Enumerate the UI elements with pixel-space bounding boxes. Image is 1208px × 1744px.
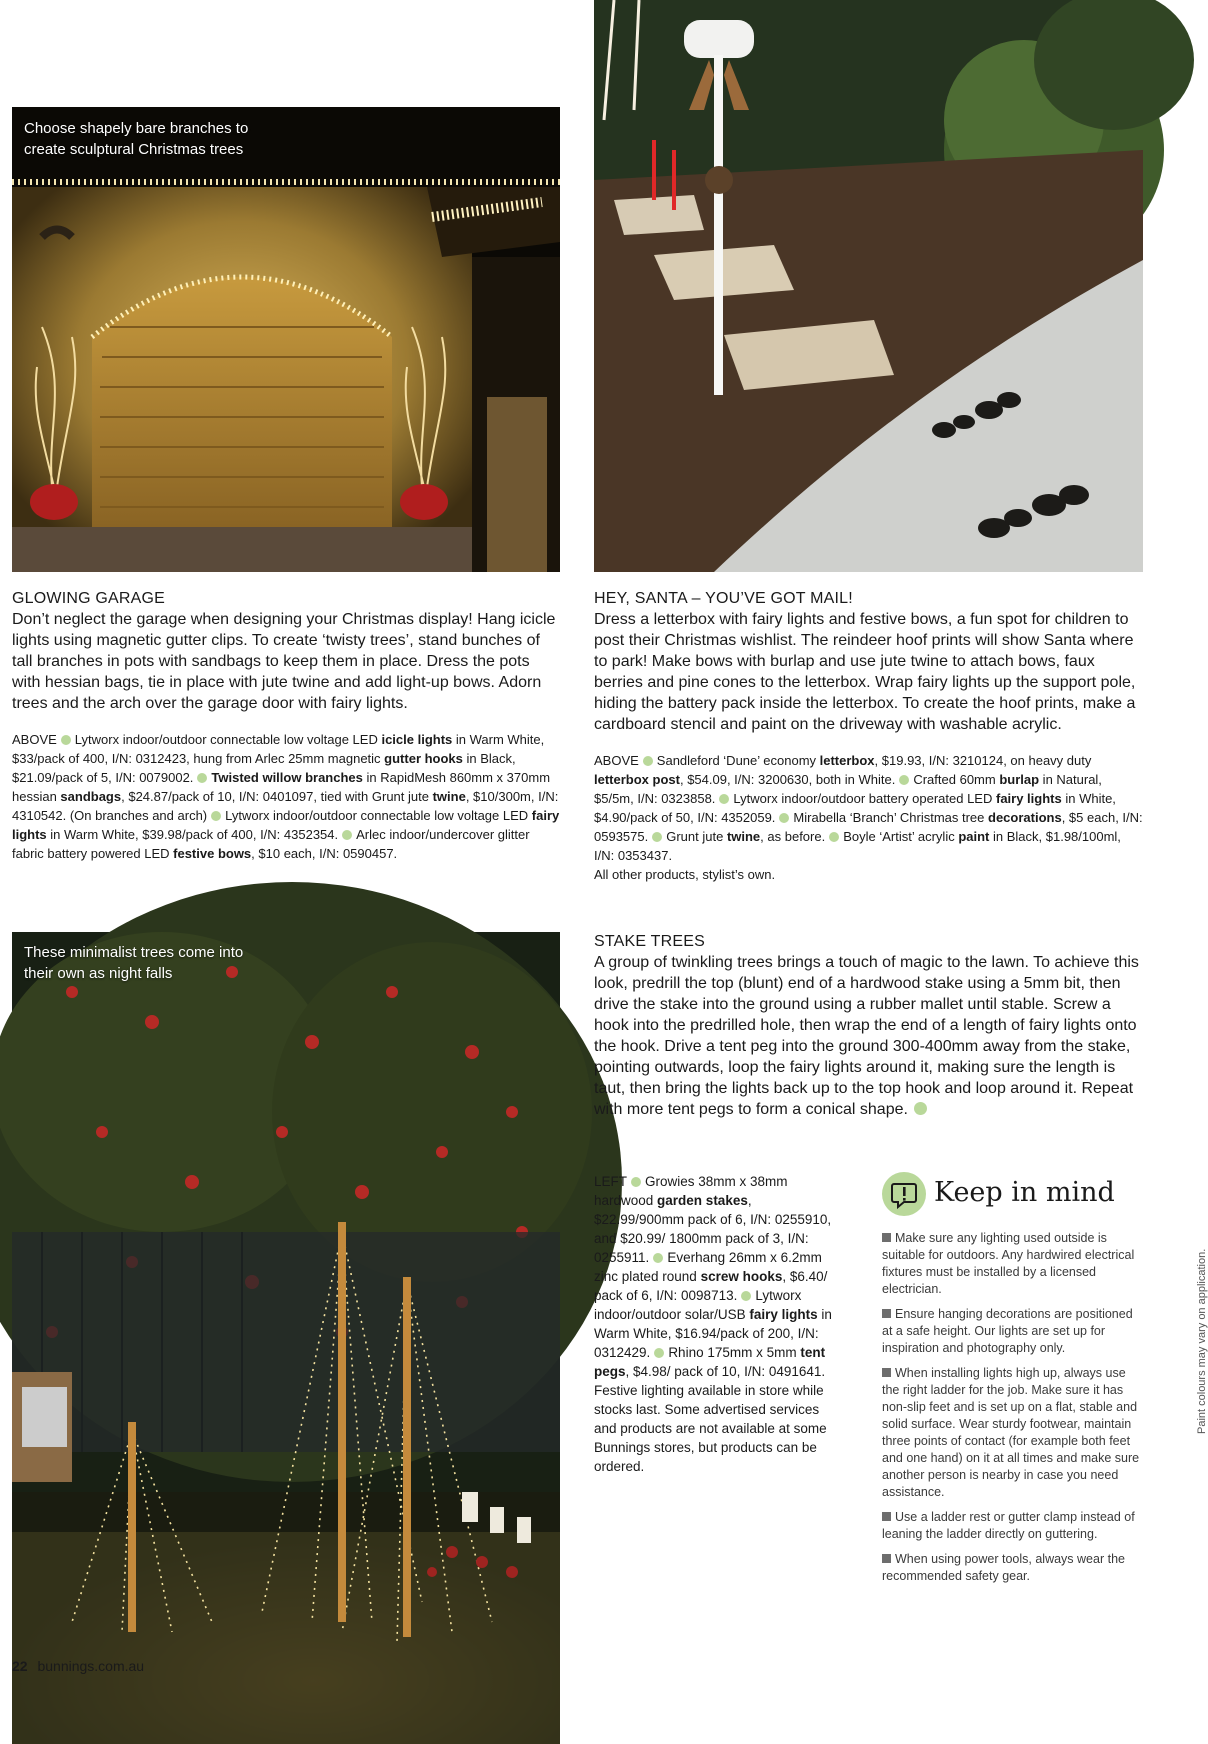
site-link[interactable]: bunnings.com.au [37,1658,145,1674]
product-name: sandbags [60,789,122,804]
garage-photo-caption: Choose shapely bare branches to create sculptural Christmas trees [24,120,249,158]
bullet-dot [899,775,909,785]
credits-label: ABOVE [594,753,639,768]
product-name: twine [432,789,466,804]
santa-mail-credits [594,751,1143,884]
keep-in-mind-title: Keep in mind [934,1177,1115,1208]
list-item [882,1365,1142,1501]
product-name: garden stakes [657,1193,748,1208]
bullet-dot [643,756,653,766]
product-name: fairy lights [749,1307,818,1322]
glowing-garage-body: Don’t neglect the garage when designing your Christmas display! Hang icicle lights using magnetic gutter clips. To create ‘twisty trees’, stand bunches of tall branches in pots with sandbags to keep them in place. Dress the pots with hessian bags, tie in place with jute twine and add light-up bows. Adorn trees and the arch over the garage door with fairy lights. [12,611,556,712]
bullet-dot [653,1253,663,1263]
keep-in-mind-list [882,1230,1142,1593]
product-name: tent pegs [594,1345,826,1379]
product-name: fairy lights [995,791,1062,806]
list-item [882,1509,1142,1543]
stake-trees-body [594,952,1143,1120]
bullet-dot [719,794,729,804]
page-number: 22 [12,1658,28,1674]
glowing-garage-credits [12,730,560,863]
credit-text: in Black, $1.98/100ml, I/N: 0353437. [594,829,1121,863]
glowing-garage-section [12,588,560,863]
letterbox-photo [594,0,1143,572]
santa-mail-heading: HEY, SANTA – YOU’VE GOT MAIL! [594,590,853,607]
garage-photo [12,107,560,572]
credit-text: , $4.98/ pack of 10, I/N: 0491641. Festive lighting available in store while stocks last. Some advertised services and products are not available at some Bunnings stores, but products can be ordered. [594,1364,827,1474]
credit-text: , $22.99/900mm pack of 6, I/N: 0255910, and $20.99/ 1800mm pack of 3, I/N: 0255911. [594,1193,832,1265]
credit-text: Everhang 26mm x 6.2mm zinc plated round [594,1250,822,1284]
list-item-text: Make sure any lighting used outside is suitable for outdoors. Any hardwired electrical fixtures must be installed by a licensed electrician. [882,1231,1135,1296]
paint-disclaimer: Paint colours may vary on application. [1196,1248,1208,1434]
credit-text: Crafted 60mm [913,772,1000,787]
product-name: letterbox post [594,772,680,787]
list-item [882,1306,1142,1357]
bullet-dot [779,813,789,823]
product-name: icicle lights [381,732,453,747]
glowing-garage-heading: GLOWING GARAGE [12,590,166,607]
credit-text: Lytworx indoor/outdoor solar/USB [594,1288,802,1322]
credit-text: Sandleford ‘Dune’ economy [656,753,820,768]
credit-text: Lytworx indoor/outdoor battery operated LED [733,791,996,806]
credit-text: Rhino 175mm x 5mm [668,1345,801,1360]
bullet-square [882,1233,891,1242]
credit-text: , $10/300m, I/N: 4310542. (On branches and arch) [12,789,559,823]
credit-text: Lytworx indoor/outdoor connectable low voltage LED [225,808,532,823]
credit-text: in RapidMesh 860mm x 370mm hessian [12,770,551,804]
keep-in-mind-box [882,1172,1144,1632]
credit-text: , $54.09, I/N: 3200630, both in White. [679,772,896,787]
credit-text: Boyle ‘Artist’ acrylic [843,829,959,844]
product-name: twine [726,829,761,844]
product-name: gutter hooks [384,751,463,766]
credit-text: Grunt jute [666,829,727,844]
credit-text: , $6.40/ pack of 6, I/N: 0098713. [594,1269,828,1303]
list-item-text: When installing lights high up, always use the right ladder for the job. Make sure it has non-slip feet and is set up on a flat, stable and solid surface. Wear sturdy footwear, maintain three points of contact (for example both feet and one hand) on it at all times and make sure another person is nearby in case you need assistance. [882,1366,1140,1499]
credit-text: , as before. [760,829,826,844]
credit-text: in Black, $21.09/pack of 5, I/N: 0079002. [12,751,516,785]
credits-label: LEFT [594,1174,628,1189]
list-item-text: Use a ladder rest or gutter clamp instead of leaning the ladder directly on guttering. [882,1510,1135,1541]
credit-text: Growies 38mm x 38mm hardwood [594,1174,788,1208]
bullet-square [882,1512,891,1521]
stake-trees-section [594,931,1143,1120]
credit-text: Mirabella ‘Branch’ Christmas tree [793,810,989,825]
page-footer [12,1658,144,1674]
product-name: burlap [999,772,1040,787]
santa-mail-body: Dress a letterbox with fairy lights and festive bows, a fun spot for children to post their Christmas wishlist. The reindeer hoof prints will show Santa where to park! Make bows with burlap and use jute twine to attach bows, faux berries and pine cones to the letterbox. Wrap fairy lights up the support pole, hiding the battery pack inside the letterbox. To create the hoof prints, make a cardboard stencil and paint on the driveway with washable acrylic. [594,611,1136,733]
stake-trees-photo-caption: These minimalist trees come into their own as night falls [24,944,244,982]
credit-text: , $10 each, I/N: 0590457. [251,846,398,861]
credit-text: in Warm White, $33/pack of 400, I/N: 0312423, hung from Arlec 25mm magnetic [12,732,545,766]
bullet-dot [652,832,662,842]
credit-text: , $5 each, I/N: 0593575. [594,810,1143,844]
list-item-text: When using power tools, always wear the recommended safety gear. [882,1552,1125,1583]
bullet-dot [61,735,71,745]
credits-label: ABOVE [12,732,57,747]
list-item [882,1230,1142,1298]
product-name: screw hooks [700,1269,783,1284]
credit-text: Arlec indoor/undercover glitter fabric battery powered LED [12,827,530,861]
stake-trees-body-text: A group of twinkling trees brings a touch of magic to the lawn. To achieve this look, predrill the top (blunt) end of a hardwood stake using a 5mm bit, then drive the stake into the ground using a rubber mallet until stable. Screw a hook into the predrilled hole, then wrap the end of a length of fairy lights onto the hook. Drive a tent peg into the ground 300-400mm away from the stake, pointing outwards, loop the fairy lights around it, making sure the length is taut, then bring the lights back up to the top hook and loop around it. Repeat with more tent pegs to form a conical shape. [594,954,1139,1118]
stake-trees-photo [12,932,560,1744]
product-name: decorations [988,810,1062,825]
stake-trees-heading: STAKE TREES [594,933,705,950]
exclamation-speech-icon [882,1172,926,1216]
product-name: letterbox [819,753,875,768]
bullet-square [882,1309,891,1318]
bullet-dot [741,1291,751,1301]
bullet-square [882,1368,891,1377]
product-name: Twisted willow branches [211,770,363,785]
bullet-dot [342,830,352,840]
product-name: fairy lights [12,808,560,842]
bullet-dot [211,811,221,821]
bullet-dot [197,773,207,783]
credit-text: All other products, stylist’s own. [594,867,776,882]
credit-text: in Warm White, $16.94/pack of 200, I/N: 0312429. [594,1307,832,1360]
bullet-dot [654,1348,664,1358]
credit-text: , $24.87/pack of 10, I/N: 0401097, tied with Grunt jute [121,789,433,804]
list-item-text: Ensure hanging decorations are positioned at a safe height. Our lights are set up for inspiration and photography only. [882,1307,1133,1355]
bullet-dot [631,1177,641,1187]
end-dot [914,1102,927,1115]
credit-text: Lytworx indoor/outdoor connectable low voltage LED [74,732,382,747]
credit-text: in Warm White, $39.98/pack of 400, I/N: 4352354. [46,827,339,842]
product-name: paint [958,829,990,844]
bullet-square [882,1554,891,1563]
product-name: festive bows [173,846,252,861]
bullet-dot [829,832,839,842]
credit-text: , $19.93, I/N: 3210124, on heavy duty [874,753,1092,768]
santa-mail-section [594,588,1143,884]
credit-text: in White, $4.90/pack of 50, I/N: 4352059. [594,791,1116,825]
left-credits [594,1172,834,1476]
credit-text: in Natural, $5/5m, I/N: 0323858. [594,772,1102,806]
list-item [882,1551,1142,1585]
